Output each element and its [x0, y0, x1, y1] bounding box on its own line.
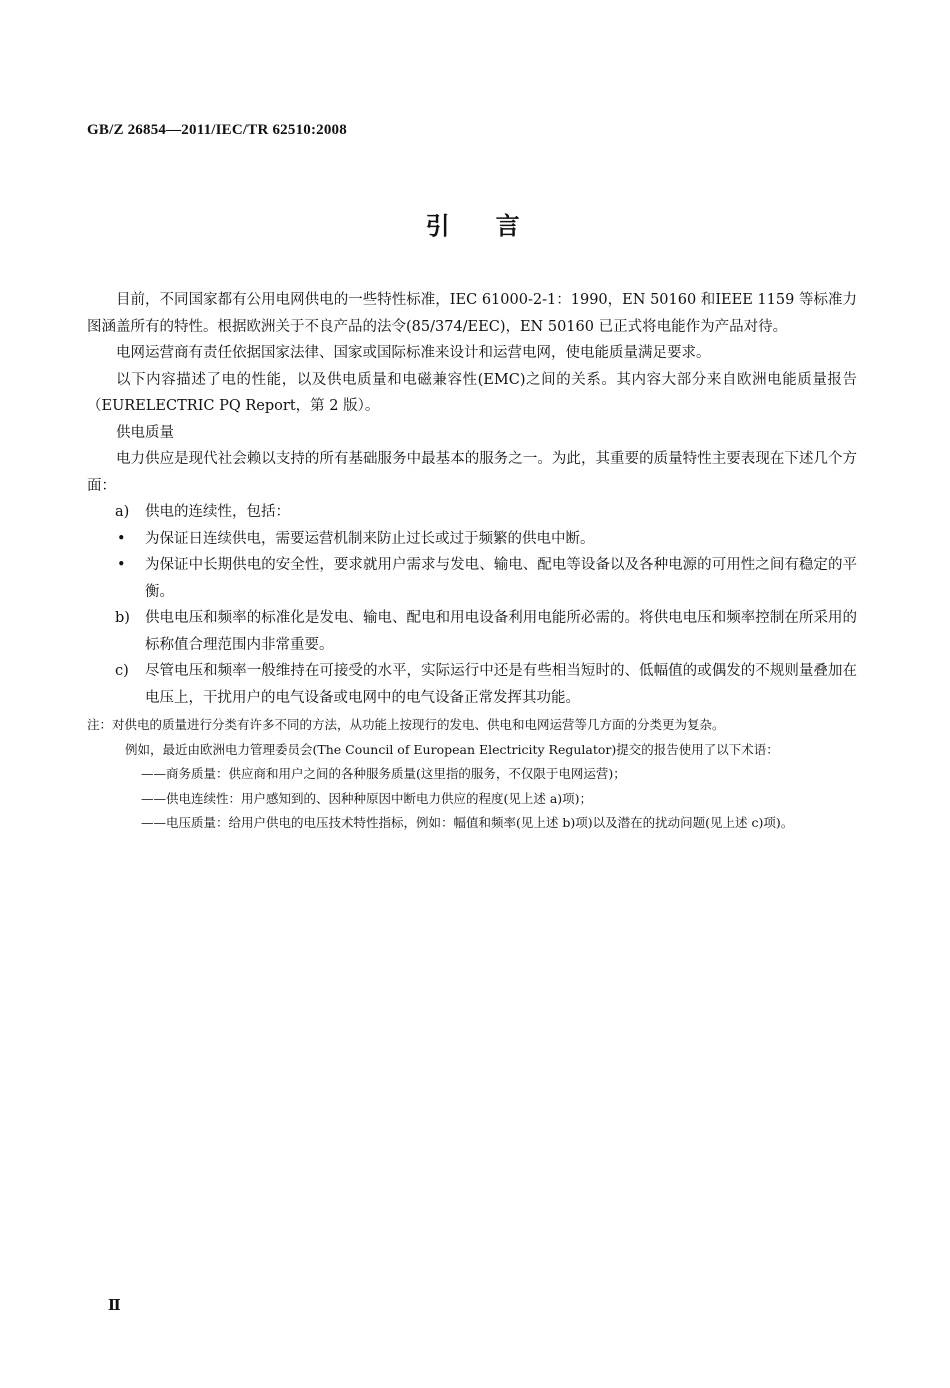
list-item-a [87, 499, 857, 526]
list-item-b [87, 605, 857, 658]
note-line-2: 例如，最近由欧洲电力管理委员会(The Council of European Electricity Regulator)提交的报告使用了以下术语： [125, 741, 779, 757]
bullet-text-1: 为保证日连续供电，需要运营机制来防止过长或过于频繁的供电中断。 [145, 530, 595, 547]
list-marker-c: c) [115, 663, 129, 679]
document-body [87, 287, 857, 836]
paragraph-emc-relation: 以下内容描述了电的性能，以及供电质量和电磁兼容性(EMC)之间的关系。其内容大部分来自欧洲电能质量报告（EURELECTRIC PQ Report，第 2 版）。 [87, 371, 857, 414]
note-dash-item-1: ——商务质量：供应商和用户之间的各种服务质量(这里指的服务，不仅限于电网运营)； [141, 766, 626, 781]
list-text-c: 尽管电压和频率一般维持在可接受的水平，实际运行中还是有些相当短时的、低幅值的或偶发的不规则量叠加在电压上，干扰用户的电气设备或电网中的电气设备正常发挥其功能。 [145, 663, 857, 706]
list-text-a: 供电的连续性，包括： [145, 504, 290, 520]
bullet-item-2 [87, 552, 857, 605]
note-dash-item-3: ——电压质量：给用户供电的电压技术特性指标，例如：幅值和频率(见上述 b)项)以及潜在的扰动问题(见上述 c)项)。 [141, 815, 794, 830]
bullet-icon: • [117, 557, 126, 573]
bullet-text-2: 为保证中长期供电的安全性，要求就用户需求与发电、输电、配电等设备以及各种电源的可用性之间有稳定的平衡。 [145, 557, 857, 600]
bullet-item-1 [87, 526, 857, 553]
page-title: 引 言 [425, 212, 525, 240]
note-dash-item-2: ——供电连续性：用户感知到的、因种种原因中断电力供应的程度(见上述 a)项)； [141, 790, 593, 806]
paragraph-grid-operator: 电网运营商有责任依据国家法律、国家或国际标准来设计和运营电网，使电能质量满足要求。 [116, 345, 711, 361]
section-heading-supply-quality: 供电质量 [116, 424, 174, 441]
note-block [87, 713, 857, 836]
list-text-b: 供电电压和频率的标准化是发电、输电、配电和用电设备利用电能所必需的。将供电电压和频率控制在所采用的标称值合理范围内非常重要。 [145, 610, 857, 653]
list-marker-a: a) [115, 504, 130, 520]
paragraph-power-supply: 电力供应是现代社会赖以支持的所有基础服务中最基本的服务之一。为此，其重要的质量特性主要表现在下述几个方面： [87, 451, 857, 494]
note-line-1: 注：对供电的质量进行分类有许多不同的方法，从功能上按现行的发电、供电和电网运营等几方面的分类更为复杂。 [87, 717, 725, 732]
standard-code-header: GB/Z 26854—2011/IEC/TR 62510:2008 [87, 122, 347, 138]
list-marker-b: b) [115, 610, 130, 626]
list-item-c [87, 658, 857, 711]
page-number: Ⅱ [108, 1298, 121, 1314]
bullet-icon: • [117, 530, 126, 547]
paragraph-standards-overview: 目前，不同国家都有公用电网供电的一些特性标准，IEC 61000-2-1：1990，EN 50160 和IEEE 1159 等标准力图涵盖所有的特性。根据欧洲关于不良产品的法令(85/374/EEC)，EN 50160 已正式将电能作为产品对待。 [87, 292, 857, 335]
